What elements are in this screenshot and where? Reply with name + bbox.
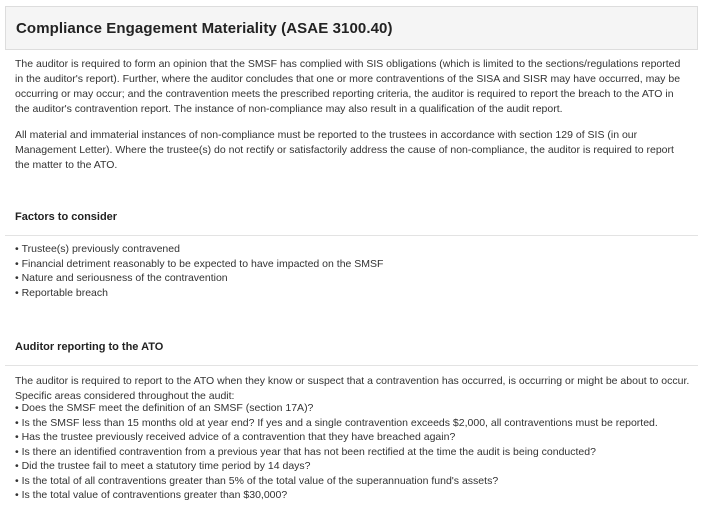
- page-title: Compliance Engagement Materiality (ASAE 3100.40): [16, 20, 393, 37]
- factor-item: • Trustee(s) previously contravened: [15, 242, 383, 257]
- ato-checklist: [15, 401, 658, 503]
- factors-heading: Factors to consider: [15, 211, 118, 223]
- factor-item: • Reportable breach: [15, 286, 383, 301]
- ato-heading: Auditor reporting to the ATO: [15, 341, 164, 353]
- ato-check-item: • Does the SMSF meet the definition of an SMSF (section 17A)?: [15, 401, 658, 416]
- factors-divider: [5, 235, 698, 236]
- ato-check-item: • Did the trustee fail to meet a statutory time period by 14 days?: [15, 459, 658, 474]
- factors-list: [15, 242, 383, 300]
- ato-divider: [5, 365, 698, 366]
- ato-intro-paragraph: The auditor is required to report to the ATO when they know or suspect that a contravention has occurred, is occurring or might be about to occur. Specific areas considered throughout the audit:: [15, 375, 690, 402]
- title-panel: [5, 6, 698, 50]
- factor-item: • Financial detriment reasonably to be expected to have impacted on the SMSF: [15, 257, 383, 272]
- ato-check-item: • Is the SMSF less than 15 months old at year end? If yes and a single contravention exceeds $2,000, all contraventions must be reported.: [15, 416, 658, 431]
- ato-check-item: • Is there an identified contravention from a previous year that has not been rectified at the time the audit is being conducted?: [15, 445, 658, 460]
- ato-check-item: • Is the total value of contraventions greater than $30,000?: [15, 488, 658, 503]
- intro-paragraph-noncompliance: All material and immaterial instances of non-compliance must be reported to the trustees in accordance with section 129 of SIS (in our Management Letter). Where the trustee(s) do not rectify or satisfactorily address the cause of non-compliance, the auditor is required to report the matter to the ATO.: [15, 129, 674, 171]
- ato-check-item: • Is the total of all contraventions greater than 5% of the total value of the superannuation fund's assets?: [15, 474, 658, 489]
- factor-item: • Nature and seriousness of the contravention: [15, 271, 383, 286]
- intro-paragraph-opinion: The auditor is required to form an opinion that the SMSF has complied with SIS obligations (which is limited to the sections/regulations reported in the auditor's report). Further, where the auditor concludes that one or more contraventions of the SISA and SISR may have occurred, may be occurring or may occur; and the contravention meets the prescribed reporting criteria, the auditor is required to report the breach to the ATO in the auditor's contravention report. The instance of non-compliance may also result in a qualification of the audit report.: [15, 58, 681, 115]
- ato-check-item: • Has the trustee previously received advice of a contravention that they have breached again?: [15, 430, 658, 445]
